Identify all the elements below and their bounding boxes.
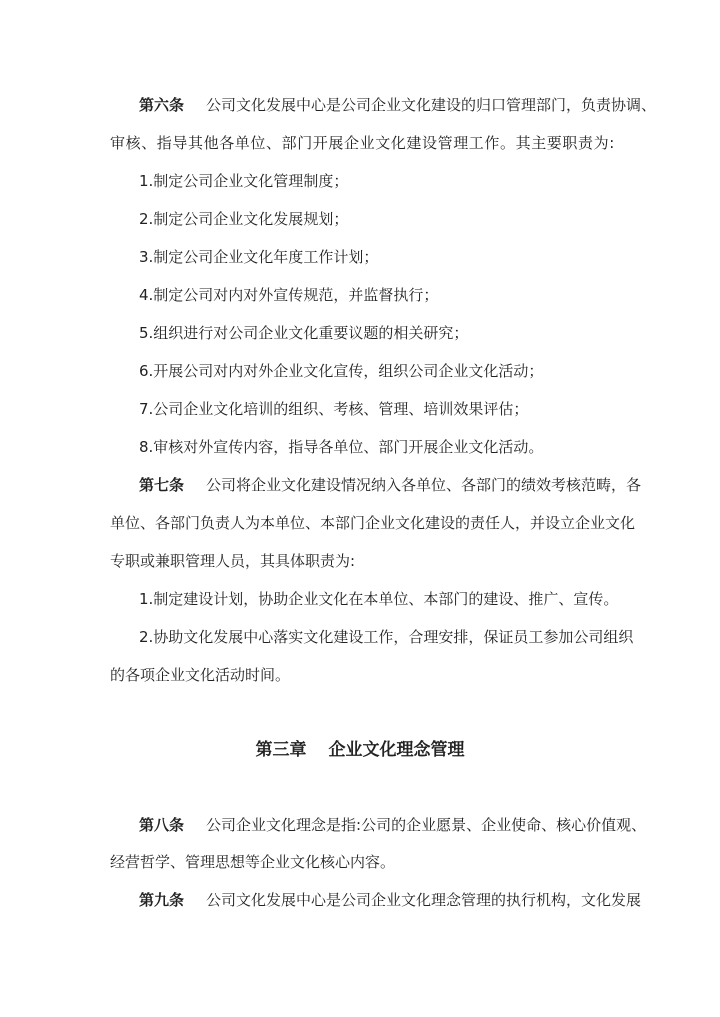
article-7-line-1 (139, 475, 642, 495)
list-item-continued: 的各项企业文化活动时间。 (110, 666, 291, 684)
chapter-heading (0, 735, 720, 760)
article-9-line-1 (139, 890, 642, 910)
article-6-line-1 (139, 95, 657, 115)
article-label: 第六条 (139, 96, 185, 114)
article-text: 公司将企业文化建设情况纳入各单位、各部门的绩效考核范畴，各 (206, 476, 642, 494)
list-item: 2.制定公司企业文化发展规划； (139, 210, 349, 228)
list-item: 4.制定公司对内对外宣传规范，并监督执行； (139, 286, 439, 304)
chapter-number: 第三章 (255, 740, 307, 760)
article-text: 公司文化发展中心是公司企业文化建设的归口管理部门，负责协调、 (206, 96, 657, 114)
list-item: 5.组织进行对公司企业文化重要议题的相关研究； (139, 324, 469, 342)
list-item: 6.开展公司对内对外企业文化宣传，组织公司企业文化活动； (139, 362, 544, 380)
list-item: 2.协助文化发展中心落实文化建设工作，合理安排，保证员工参加公司组织 (139, 628, 634, 646)
list-item: 1.制定建设计划，协助企业文化在本单位、本部门的建设、推广、宣传。 (139, 590, 619, 608)
list-item: 3.制定公司企业文化年度工作计划； (139, 248, 379, 266)
list-item: 7.公司企业文化培训的组织、考核、管理、培训效果评估； (139, 400, 529, 418)
article-label: 第九条 (139, 891, 185, 909)
article-text: 公司企业文化理念是指:公司的企业愿景、企业使命、核心价值观、 (206, 816, 647, 834)
chapter-title: 企业文化理念管理 (328, 740, 465, 760)
article-label: 第八条 (139, 816, 185, 834)
article-7-line-3: 专职或兼职管理人员，其具体职责为: (110, 552, 356, 570)
list-item: 1.制定公司企业文化管理制度； (139, 172, 349, 190)
article-7-line-2: 单位、各部门负责人为本单位、本部门企业文化建设的责任人，并设立企业文化 (110, 514, 636, 532)
list-item: 8.审核对外宣传内容，指导各单位、部门开展企业文化活动。 (139, 438, 544, 456)
article-8-line-1 (139, 815, 647, 835)
article-8-line-2: 经营哲学、管理思想等企业文化核心内容。 (110, 853, 396, 871)
article-6-line-2: 审核、指导其他各单位、部门开展企业文化建设管理工作。其主要职责为: (110, 134, 615, 152)
article-label: 第七条 (139, 476, 185, 494)
article-text: 公司文化发展中心是公司企业文化理念管理的执行机构，文化发展 (206, 891, 642, 909)
